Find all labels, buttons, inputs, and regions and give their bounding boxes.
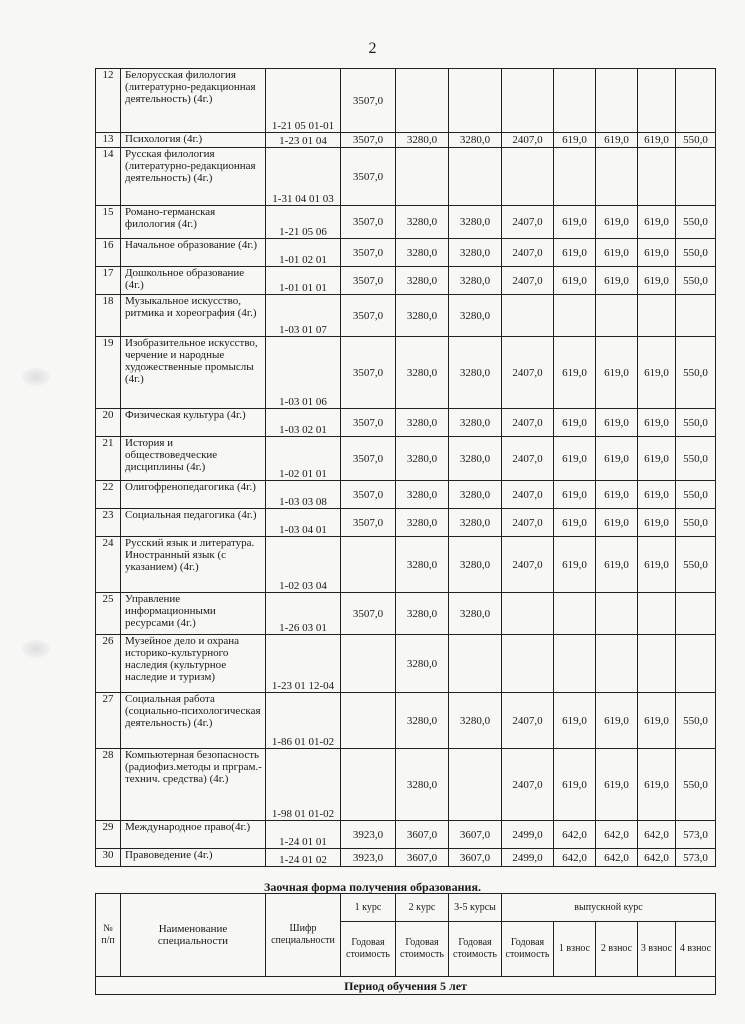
tuition-table: [95, 68, 716, 867]
price-cell: 3507,0: [341, 593, 396, 635]
price-cell: 2407,0: [502, 239, 554, 267]
price-cell: [502, 295, 554, 337]
price-cell: 2407,0: [502, 509, 554, 537]
price-cell: 619,0: [554, 239, 596, 267]
specialty-code: 1-86 01 01-02: [266, 693, 341, 749]
specialty-code: 1-23 01 04: [266, 133, 341, 148]
table-row: [96, 693, 716, 749]
price-cell: 642,0: [638, 821, 676, 849]
table-row: [96, 267, 716, 295]
price-cell: 619,0: [554, 267, 596, 295]
table-row: [96, 239, 716, 267]
price-cell: 619,0: [638, 481, 676, 509]
price-cell: 619,0: [554, 537, 596, 593]
price-cell: 3280,0: [449, 537, 502, 593]
header-graduate: выпускной курс: [502, 894, 716, 922]
specialty-code: 1-03 01 06: [266, 337, 341, 409]
price-cell: [341, 749, 396, 821]
price-cell: [502, 148, 554, 206]
price-cell: 2407,0: [502, 749, 554, 821]
price-cell: 3507,0: [341, 267, 396, 295]
specialty-code: 1-03 03 08: [266, 481, 341, 509]
header-course3: 3-5 курсы: [449, 894, 502, 922]
price-cell: 2499,0: [502, 849, 554, 867]
row-number: 20: [96, 409, 121, 437]
specialty-name: Изобразительное искусство, черчение и народные художественные промыслы (4г.): [121, 337, 266, 409]
specialty-code: 1-31 04 01 03: [266, 148, 341, 206]
price-cell: 642,0: [554, 821, 596, 849]
specialty-name: Управление информационными ресурсами (4г.): [121, 593, 266, 635]
price-cell: [502, 593, 554, 635]
price-cell: 550,0: [676, 749, 716, 821]
price-cell: 3280,0: [449, 206, 502, 239]
price-cell: 2407,0: [502, 437, 554, 481]
price-cell: 3280,0: [396, 295, 449, 337]
punch-hole: [22, 368, 50, 386]
period-label: Период обучения 5 лет: [96, 977, 716, 995]
table-row: [96, 481, 716, 509]
specialty-name: Романо-германская филология (4г.): [121, 206, 266, 239]
row-number: 16: [96, 239, 121, 267]
row-number: 24: [96, 537, 121, 593]
price-cell: [676, 295, 716, 337]
price-cell: 3280,0: [449, 295, 502, 337]
price-cell: [676, 148, 716, 206]
price-cell: [638, 593, 676, 635]
row-number: 22: [96, 481, 121, 509]
row-number: 18: [96, 295, 121, 337]
specialty-name: Дошкольное образование (4г.): [121, 267, 266, 295]
header-vznos1: 1 взнос: [554, 922, 596, 977]
specialty-code: 1-21 05 01-01: [266, 69, 341, 133]
price-cell: 3280,0: [396, 749, 449, 821]
price-cell: 3923,0: [341, 821, 396, 849]
header-annual: Годовая стоимость: [449, 922, 502, 977]
price-cell: 550,0: [676, 509, 716, 537]
price-cell: 2407,0: [502, 409, 554, 437]
price-cell: 3280,0: [396, 593, 449, 635]
price-cell: 619,0: [596, 693, 638, 749]
price-cell: [596, 148, 638, 206]
header-annual: Годовая стоимость: [396, 922, 449, 977]
specialty-name: Международное право(4г.): [121, 821, 266, 849]
price-cell: [638, 69, 676, 133]
specialty-name: Начальное образование (4г.): [121, 239, 266, 267]
price-cell: 3607,0: [449, 821, 502, 849]
price-cell: [554, 593, 596, 635]
specialty-code: 1-03 04 01: [266, 509, 341, 537]
price-cell: [676, 69, 716, 133]
row-number: 19: [96, 337, 121, 409]
price-cell: 3280,0: [449, 509, 502, 537]
price-cell: 619,0: [638, 133, 676, 148]
price-cell: 619,0: [596, 267, 638, 295]
price-cell: [638, 295, 676, 337]
price-cell: 619,0: [638, 509, 676, 537]
price-cell: 619,0: [596, 437, 638, 481]
price-cell: 3280,0: [396, 635, 449, 693]
specialty-name: Музейное дело и охрана историко-культурного наследия (культурное наследие и туризм): [121, 635, 266, 693]
specialty-code: 1-23 01 12-04: [266, 635, 341, 693]
price-cell: [502, 635, 554, 693]
price-cell: 619,0: [596, 409, 638, 437]
price-cell: [341, 635, 396, 693]
price-cell: 573,0: [676, 849, 716, 867]
punch-hole: [22, 640, 50, 658]
price-cell: 3280,0: [396, 239, 449, 267]
price-cell: 3507,0: [341, 133, 396, 148]
header-code: Шифр специальности: [266, 894, 341, 977]
table-row: [96, 148, 716, 206]
price-cell: 550,0: [676, 409, 716, 437]
price-cell: 642,0: [638, 849, 676, 867]
table-row: [96, 635, 716, 693]
price-cell: 619,0: [638, 409, 676, 437]
price-cell: 550,0: [676, 239, 716, 267]
price-cell: 619,0: [638, 749, 676, 821]
price-cell: [554, 148, 596, 206]
specialty-name: Психология (4г.): [121, 133, 266, 148]
price-cell: [638, 635, 676, 693]
price-cell: 2407,0: [502, 537, 554, 593]
row-number: 26: [96, 635, 121, 693]
price-cell: 573,0: [676, 821, 716, 849]
price-cell: 619,0: [638, 337, 676, 409]
table-row: [96, 821, 716, 849]
price-cell: 2407,0: [502, 206, 554, 239]
price-cell: 619,0: [638, 239, 676, 267]
specialty-name: Правоведение (4г.): [121, 849, 266, 867]
price-cell: 2407,0: [502, 133, 554, 148]
header-course1: 1 курс: [341, 894, 396, 922]
specialty-name: Компьютерная безопасность (радиофиз.методы и прграм.-технич. средства) (4г.): [121, 749, 266, 821]
price-cell: 2407,0: [502, 693, 554, 749]
price-cell: 619,0: [596, 481, 638, 509]
table-row: [96, 409, 716, 437]
price-cell: 3280,0: [449, 267, 502, 295]
price-cell: 3280,0: [396, 537, 449, 593]
section-title: Заочная форма получения образования.: [264, 880, 481, 894]
price-cell: 3507,0: [341, 148, 396, 206]
price-cell: 2499,0: [502, 821, 554, 849]
specialty-code: 1-98 01 01-02: [266, 749, 341, 821]
price-cell: 619,0: [554, 693, 596, 749]
price-cell: [341, 693, 396, 749]
header-vznos2: 2 взнос: [596, 922, 638, 977]
row-number: 27: [96, 693, 121, 749]
price-cell: 619,0: [638, 437, 676, 481]
row-number: 23: [96, 509, 121, 537]
price-cell: 3507,0: [341, 337, 396, 409]
price-cell: [396, 69, 449, 133]
price-cell: 3280,0: [449, 133, 502, 148]
price-cell: [596, 69, 638, 133]
price-cell: 619,0: [554, 337, 596, 409]
price-cell: 550,0: [676, 481, 716, 509]
table-row: [96, 295, 716, 337]
specialty-name: Музыкальное искусство, ритмика и хореография (4г.): [121, 295, 266, 337]
price-cell: [341, 537, 396, 593]
price-cell: 619,0: [638, 537, 676, 593]
price-cell: 642,0: [554, 849, 596, 867]
row-number: 29: [96, 821, 121, 849]
specialty-name: Физическая культура (4г.): [121, 409, 266, 437]
price-cell: 3507,0: [341, 295, 396, 337]
table-row: [96, 849, 716, 867]
price-cell: 550,0: [676, 437, 716, 481]
price-cell: 3280,0: [449, 409, 502, 437]
price-cell: 3280,0: [396, 133, 449, 148]
table-row: [96, 749, 716, 821]
price-cell: 619,0: [554, 509, 596, 537]
price-cell: 619,0: [554, 206, 596, 239]
price-cell: 3280,0: [396, 693, 449, 749]
price-cell: 3280,0: [449, 593, 502, 635]
specialty-name: Социальная педагогика (4г.): [121, 509, 266, 537]
specialty-code: 1-01 01 01: [266, 267, 341, 295]
price-cell: [502, 69, 554, 133]
price-cell: 2407,0: [502, 337, 554, 409]
price-cell: [449, 69, 502, 133]
table-row: [96, 593, 716, 635]
price-cell: 3280,0: [449, 337, 502, 409]
row-number: 28: [96, 749, 121, 821]
price-cell: 619,0: [554, 749, 596, 821]
price-cell: 3607,0: [396, 821, 449, 849]
specialty-name: Белорусская филология (литературно-редакционная деятельность) (4г.): [121, 69, 266, 133]
price-cell: 619,0: [596, 537, 638, 593]
price-cell: 619,0: [596, 749, 638, 821]
header-num: № п/п: [96, 894, 121, 977]
specialty-code: 1-24 01 01: [266, 821, 341, 849]
header-name: Наименование специальности: [121, 894, 266, 977]
price-cell: [449, 148, 502, 206]
header-vznos4: 4 взнос: [676, 922, 716, 977]
row-number: 25: [96, 593, 121, 635]
price-cell: [596, 635, 638, 693]
price-cell: 3607,0: [449, 849, 502, 867]
price-cell: 550,0: [676, 337, 716, 409]
specialty-code: 1-03 02 01: [266, 409, 341, 437]
price-cell: 3280,0: [396, 509, 449, 537]
price-cell: [638, 148, 676, 206]
price-cell: 3280,0: [449, 481, 502, 509]
price-cell: 2407,0: [502, 267, 554, 295]
price-cell: 619,0: [596, 206, 638, 239]
table-row: [96, 537, 716, 593]
price-cell: 3507,0: [341, 437, 396, 481]
price-cell: [596, 593, 638, 635]
table-row: [96, 206, 716, 239]
price-cell: 3507,0: [341, 509, 396, 537]
price-cell: [676, 593, 716, 635]
price-cell: 619,0: [554, 133, 596, 148]
specialty-name: Русский язык и литература. Иностранный язык (с указанием) (4г.): [121, 537, 266, 593]
specialty-name: История и обществоведческие дисциплины (4г.): [121, 437, 266, 481]
price-cell: 3280,0: [396, 267, 449, 295]
price-cell: 619,0: [596, 133, 638, 148]
header-annual: Годовая стоимость: [502, 922, 554, 977]
specialty-code: 1-02 03 04: [266, 537, 341, 593]
price-cell: 619,0: [596, 509, 638, 537]
table-row: [96, 133, 716, 148]
price-cell: 550,0: [676, 133, 716, 148]
price-cell: 619,0: [638, 206, 676, 239]
correspondence-header-table: [95, 893, 716, 995]
price-cell: 3507,0: [341, 409, 396, 437]
table-row: [96, 69, 716, 133]
price-cell: 619,0: [596, 337, 638, 409]
price-cell: [449, 749, 502, 821]
row-number: 14: [96, 148, 121, 206]
specialty-name: Социальная работа (социально-психологическая деятельность) (4г.): [121, 693, 266, 749]
header-course2: 2 курс: [396, 894, 449, 922]
price-cell: 3507,0: [341, 206, 396, 239]
price-cell: 3280,0: [396, 437, 449, 481]
price-cell: [554, 295, 596, 337]
table-row: [96, 337, 716, 409]
table-row: [96, 437, 716, 481]
price-cell: 619,0: [554, 409, 596, 437]
row-number: 21: [96, 437, 121, 481]
price-cell: 642,0: [596, 821, 638, 849]
specialty-code: 1-26 03 01: [266, 593, 341, 635]
table-row: [96, 509, 716, 537]
header-annual: Годовая стоимость: [341, 922, 396, 977]
row-number: 13: [96, 133, 121, 148]
price-cell: [596, 295, 638, 337]
header-vznos3: 3 взнос: [638, 922, 676, 977]
price-cell: 3507,0: [341, 69, 396, 133]
price-cell: 619,0: [554, 437, 596, 481]
row-number: 17: [96, 267, 121, 295]
price-cell: 550,0: [676, 537, 716, 593]
price-cell: 3280,0: [449, 437, 502, 481]
row-number: 12: [96, 69, 121, 133]
price-cell: 642,0: [596, 849, 638, 867]
price-cell: 3280,0: [396, 337, 449, 409]
specialty-code: 1-02 01 01: [266, 437, 341, 481]
price-cell: 3280,0: [396, 481, 449, 509]
price-cell: [396, 148, 449, 206]
price-cell: 2407,0: [502, 481, 554, 509]
price-cell: [676, 635, 716, 693]
price-cell: 3507,0: [341, 481, 396, 509]
specialty-code: 1-03 01 07: [266, 295, 341, 337]
specialty-code: 1-01 02 01: [266, 239, 341, 267]
price-cell: 3607,0: [396, 849, 449, 867]
price-cell: 550,0: [676, 693, 716, 749]
page-number: 2: [368, 40, 377, 57]
price-cell: 619,0: [554, 481, 596, 509]
price-cell: [554, 635, 596, 693]
price-cell: 619,0: [596, 239, 638, 267]
price-cell: 3280,0: [449, 693, 502, 749]
price-cell: 550,0: [676, 206, 716, 239]
price-cell: 3507,0: [341, 239, 396, 267]
price-cell: 619,0: [638, 693, 676, 749]
price-cell: 3280,0: [449, 239, 502, 267]
row-number: 30: [96, 849, 121, 867]
price-cell: 619,0: [638, 267, 676, 295]
price-cell: [554, 69, 596, 133]
price-cell: 550,0: [676, 267, 716, 295]
specialty-code: 1-24 01 02: [266, 849, 341, 867]
specialty-name: Русская филология (литературно-редакционная деятельность) (4г.): [121, 148, 266, 206]
price-cell: [449, 635, 502, 693]
price-cell: 3923,0: [341, 849, 396, 867]
specialty-name: Олигофренопедагогика (4г.): [121, 481, 266, 509]
price-cell: 3280,0: [396, 409, 449, 437]
price-cell: 3280,0: [396, 206, 449, 239]
row-number: 15: [96, 206, 121, 239]
specialty-code: 1-21 05 06: [266, 206, 341, 239]
